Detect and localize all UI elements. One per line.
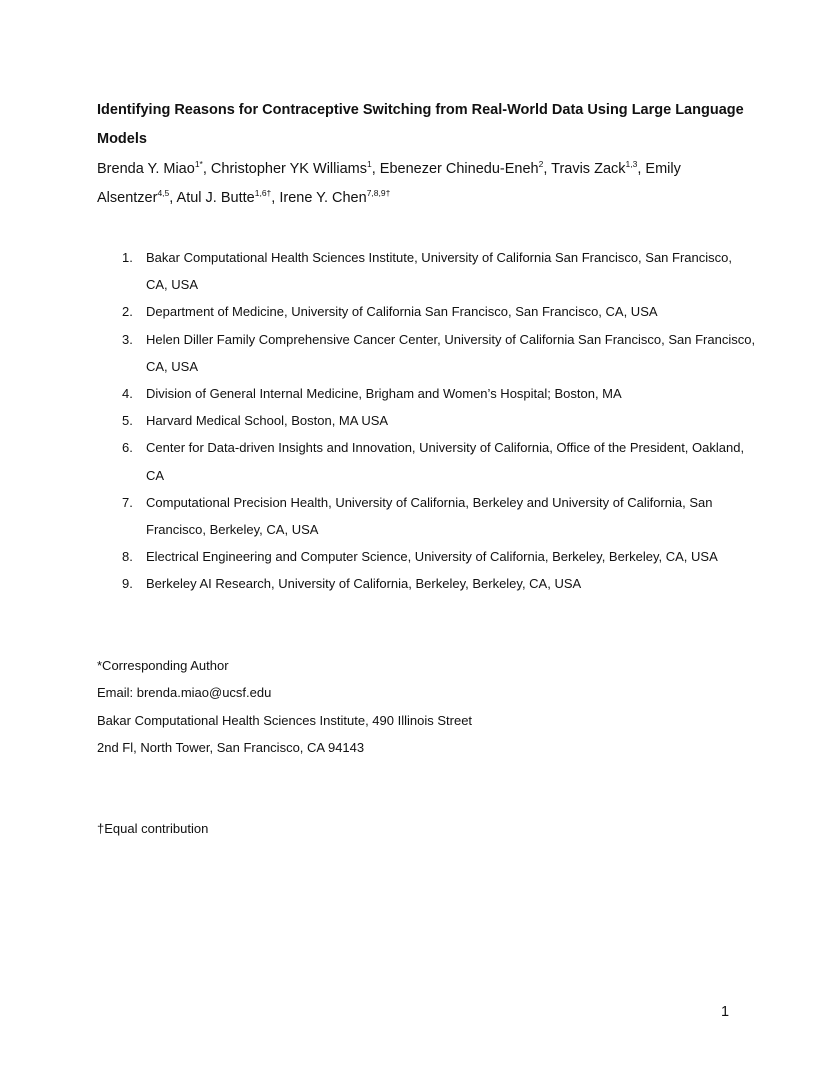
author-affiliation-marker: 4,5: [157, 188, 170, 198]
page-number: 1: [721, 1004, 730, 1020]
author-affiliation-marker: 1*: [194, 159, 203, 169]
affiliation-text: Center for Data-driven Insights and Innovation, University of California, Office of the President, Oakland, CA: [146, 440, 745, 483]
affiliation-text: Division of General Internal Medicine, Brigham and Women’s Hospital; Boston, MA: [146, 386, 622, 402]
author: Emily Alsentzer$^{4,5}$,: [97, 161, 681, 206]
author: Brenda Y. Miao$^{1*}$,: [97, 159, 211, 177]
author-name: Irene Y. Chen: [279, 190, 367, 206]
corresponding-author-heading: *Corresponding Author: [97, 658, 229, 673]
author: Travis Zack$^{1,3}$,: [551, 159, 646, 177]
author-name: Atul J. Butte: [176, 190, 255, 206]
affiliation-text: Computational Precision Health, University of California, Berkeley and University of California, San Francisco, Berkeley, CA, USA: [146, 494, 713, 538]
affiliation-item: [97, 489, 757, 543]
affiliation-number: 7.: [122, 494, 133, 510]
author-affiliation-marker: 1,3: [625, 159, 638, 169]
affiliation-number: 1.: [122, 250, 133, 265]
affiliation-number: 8.: [122, 549, 133, 565]
affiliation-number: 4.: [122, 386, 133, 402]
affiliation-item: [97, 434, 757, 488]
affiliation-item: [97, 326, 757, 380]
author-name: Christopher YK Williams: [210, 161, 367, 177]
author-affiliation-marker: 7,8,9†: [366, 188, 391, 198]
affiliation-number: 3.: [122, 331, 133, 347]
author-name: Ebenezer Chinedu-Eneh: [379, 161, 539, 177]
author-list: [97, 155, 747, 213]
paper-title: Identifying Reasons for Contraceptive Switching from Real-World Data Using Large Language Models: [97, 102, 744, 147]
affiliation-text: Helen Diller Family Comprehensive Cancer Center, University of California San Francisco, San Francisco, CA, USA: [146, 331, 756, 374]
affiliation-number: 5.: [122, 413, 133, 429]
affiliation-item: [97, 570, 757, 597]
author-affiliation-marker: 1: [366, 159, 372, 169]
affiliation-item: [97, 407, 757, 434]
corresponding-author-address-line2: 2nd Fl, North Tower, San Francisco, CA 94143: [97, 739, 365, 755]
author: [279, 190, 390, 206]
affiliation-item: [97, 298, 757, 325]
affiliation-text: Bakar Computational Health Sciences Institute, University of California San Francisco, San Francisco, CA, USA: [146, 250, 732, 293]
affiliation-text: Electrical Engineering and Computer Science, University of California, Berkeley, Berkeley, CA, USA: [146, 549, 718, 565]
affiliation-list: [97, 244, 757, 598]
corresponding-author-email: Email: brenda.miao@ucsf.edu: [97, 685, 272, 701]
affiliation-text: Harvard Medical School, Boston, MA USA: [146, 413, 389, 429]
author: Christopher YK Williams$^1$,: [210, 159, 380, 177]
affiliation-number: 2.: [122, 304, 133, 320]
author-name: Brenda Y. Miao: [97, 161, 195, 177]
affiliation-item: [97, 543, 757, 570]
affiliation-item: [97, 380, 757, 407]
corresponding-author-block: [97, 652, 472, 761]
author: Ebenezer Chinedu-Eneh$^2$,: [379, 159, 552, 177]
author-affiliation-marker: 2: [538, 159, 544, 169]
author-name: Emily Alsentzer: [97, 161, 681, 206]
equal-contribution-note: †Equal contribution: [97, 821, 209, 836]
affiliation-text: Berkeley AI Research, University of California, Berkeley, Berkeley, CA, USA: [146, 576, 582, 592]
author: Atul J. Butte$^{1,6\dagger}$,: [176, 188, 280, 206]
affiliation-item: [97, 244, 757, 298]
corresponding-author-address-line1: Bakar Computational Health Sciences Institute, 490 Illinois Street: [97, 712, 473, 728]
affiliation-text: Department of Medicine, University of California San Francisco, San Francisco, CA, USA: [146, 304, 658, 320]
author-name: Travis Zack: [551, 161, 626, 177]
affiliation-number: 6.: [122, 440, 133, 456]
affiliation-number: 9.: [122, 576, 133, 592]
author-affiliation-marker: 1,6†: [254, 188, 272, 198]
